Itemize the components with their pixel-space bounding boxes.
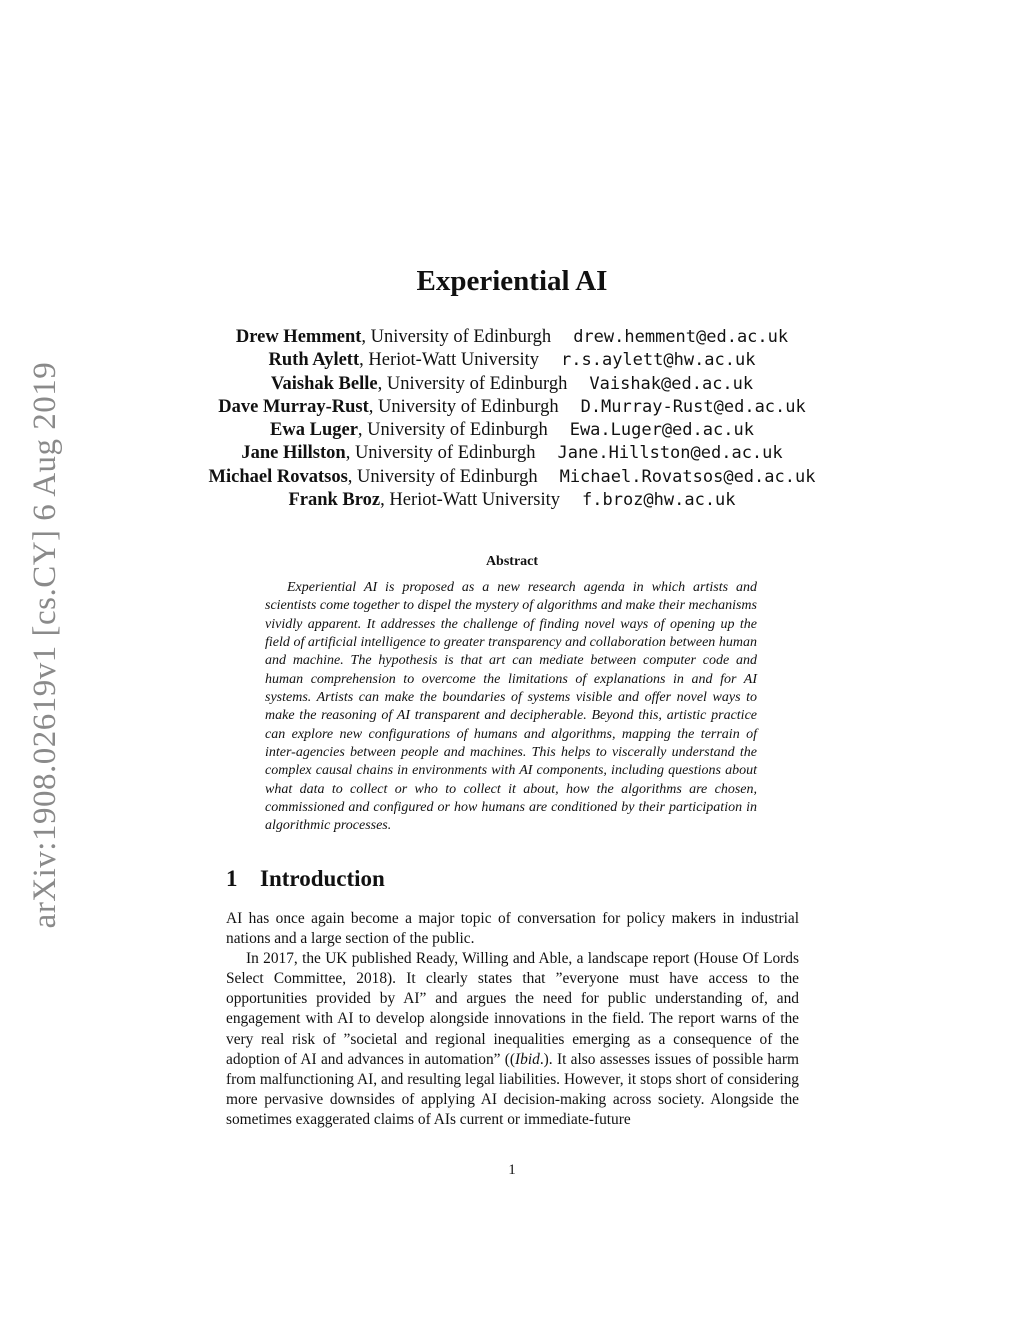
author-affiliation: , University of Edinburgh (361, 327, 552, 347)
author-line (0, 396, 1024, 419)
ibid-citation: Ibid (515, 1050, 540, 1068)
author-line (0, 419, 1024, 442)
author-name: Drew Hemment (235, 327, 362, 347)
author-line (0, 489, 1024, 512)
author-email: f.broz@hw.ac.uk (582, 490, 736, 511)
arxiv-identifier: arXiv:1908.02619v1 [cs.CY] 6 Aug 2019 (27, 361, 63, 929)
author-email: r.s.aylett@hw.ac.uk (561, 350, 756, 371)
author-affiliation: , Heriot-Watt University (359, 350, 540, 371)
author-affiliation: , University of Edinburgh (345, 443, 536, 464)
author-name: Frank Broz (288, 490, 381, 511)
body-paragraph (226, 949, 799, 1130)
author-affiliation: , University of Edinburgh (357, 420, 548, 441)
author-affiliation: , University of Edinburgh (368, 396, 559, 417)
author-list (0, 326, 1024, 512)
author-line (0, 326, 1024, 349)
author-name: Ewa Luger (270, 420, 358, 441)
author-line (0, 442, 1024, 465)
author-line (0, 349, 1024, 372)
author-name: Vaishak Belle (270, 373, 378, 394)
author-email: D.Murray-Rust@ed.ac.uk (580, 396, 806, 417)
section-number: 1 (226, 866, 238, 891)
body-paragraph: AI has once again become a major topic of conversation for policy makers in industrial nations and a large section of the public. (226, 910, 799, 948)
body-text (226, 909, 799, 1130)
abstract-text: Experiential AI is proposed as a new research agenda in which artists and scientists come together to dispel the mystery of algorithms and make their mechanisms vividly apparent. It addresses the challenge of finding novel ways of opening up the field of artificial intelligence to greater transparency and collaboration between human and machine. The hypothesis is that art can mediate between computer code and human comprehension to overcome the limitations of explanations in and for AI systems. Artists can make the boundaries of systems visible and offer novel ways to make the reasoning of AI transparent and decipherable. Beyond this, artistic practice can explore new configurations of humans and algorithms, mapping the terrain of inter-agencies between people and machines. This helps to viscerally understand the complex causal chains in environments with AI components, including questions about what data to collect or who to collect it about, how the algorithms are chosen, commissioned and configured or how humans are conditioned by their participation in algorithmic processes. (265, 580, 757, 834)
author-name: Jane Hillston (241, 443, 346, 464)
author-line (0, 466, 1024, 489)
author-name: Dave Murray-Rust (218, 396, 369, 417)
author-name: Michael Rovatsos (208, 466, 348, 487)
author-affiliation: , University of Edinburgh (347, 466, 538, 487)
page-number: 1 (508, 1162, 516, 1178)
author-email: Ewa.Luger@ed.ac.uk (569, 420, 754, 441)
body-text-run: .). It also assesses issues of possible harm from malfunctioning AI, and resulting legal liabilities. However, it stops short of considering more pervasive downsides of applying AI decision-making across society. Alongside the sometimes exaggerated claims of AIs current or immediate-future (226, 1050, 799, 1128)
body-text-run: In 2017, the UK published Ready, Willing and Able, a landscape report (House Of Lords Select Committee, 2018). It clearly states that ”everyone must have access to the opportunities provided by AI” and argues the need for public understanding of, and engagement with AI to develop alongside innovations in the field. The report warns of the very real risk of ”societal and regional inequalities emerging as a consequence of the adoption of AI and advances in automation” (( (226, 950, 799, 1068)
author-email: Vaishak@ed.ac.uk (589, 373, 754, 394)
abstract-heading: Abstract (485, 554, 539, 569)
author-email: drew.hemment@ed.ac.uk (573, 327, 789, 347)
paper-title: Experiential AI (416, 265, 608, 297)
author-email: Jane.Hillston@ed.ac.uk (557, 443, 783, 464)
section-heading (226, 866, 385, 892)
author-email: Michael.Rovatsos@ed.ac.uk (559, 466, 816, 487)
section-title: Introduction (260, 866, 385, 891)
author-affiliation: , University of Edinburgh (377, 373, 568, 394)
author-name: Ruth Aylett (268, 350, 360, 371)
author-affiliation: , Heriot-Watt University (380, 490, 560, 511)
author-line (0, 373, 1024, 396)
